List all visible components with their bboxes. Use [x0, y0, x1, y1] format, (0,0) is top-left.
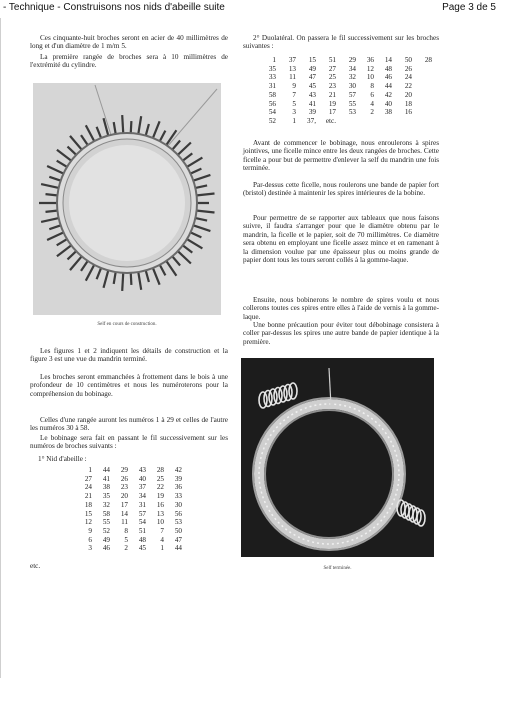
table-cell: 31 — [268, 82, 276, 91]
table-cell: 17 — [328, 108, 336, 117]
table-cell: 52 — [268, 116, 276, 125]
table-cell: 33 — [268, 73, 276, 82]
table-cell: 25 — [156, 474, 164, 483]
table-row — [260, 100, 432, 109]
table-cell: 8 — [124, 526, 128, 535]
table-cell: 18 — [404, 99, 412, 108]
table-cell: 54 — [138, 518, 146, 527]
table-cell: 9 — [88, 526, 92, 535]
table-cell: 22 — [156, 483, 164, 492]
table-cell: 57 — [138, 509, 146, 518]
table-row — [74, 492, 182, 501]
table-cell: 29 — [348, 56, 356, 64]
table-cell: 3 — [88, 544, 92, 553]
table-row — [260, 91, 432, 100]
table-cell: 43 — [308, 90, 316, 99]
duolateral-intro: 2° Duolatéral. On passera le fil successivement sur les broches suivantes : — [243, 34, 439, 51]
honeycomb-winding-table — [74, 466, 182, 553]
table-cell: 51 — [138, 526, 146, 535]
table-row — [260, 117, 432, 126]
table-cell: 27 — [84, 474, 92, 483]
table-cell: 19 — [156, 492, 164, 501]
table-cell: 14 — [384, 56, 392, 64]
table-cell: 21 — [84, 492, 92, 501]
table-cell: 6 — [88, 535, 92, 544]
table-cell: 9 — [292, 82, 296, 91]
table-cell: 20 — [404, 90, 412, 99]
table-cell: 56 — [174, 509, 182, 518]
body-paragraph-5: Avant de commencer le bobinage, nous enroulerons à spires jointives, une ficelle mince entre les deux rangées de broches. Cette ficelle a pour but de permettre d'enlever la self du mandrin une fois terminée. — [243, 139, 439, 173]
table-cell: 44 — [174, 544, 182, 553]
table-cell: 1 — [88, 466, 92, 474]
table-cell: 58 — [268, 90, 276, 99]
table-cell: 37 — [288, 56, 296, 64]
table-cell: etc. — [325, 116, 336, 125]
table-cell: 21 — [328, 90, 336, 99]
table-cell: 40 — [384, 99, 392, 108]
table-cell: 38 — [102, 483, 110, 492]
table-cell: 7 — [292, 90, 296, 99]
duolateral-winding-table — [260, 56, 432, 126]
table-cell: 35 — [268, 64, 276, 73]
table-cell: 20 — [120, 492, 128, 501]
table-cell: 18 — [84, 500, 92, 509]
table-cell: 39 — [308, 108, 316, 117]
table-cell: 10 — [156, 518, 164, 527]
table-heading: 1° Nid d'abeille : — [38, 455, 87, 463]
table-cell: 53 — [348, 108, 356, 117]
table-cell: 49 — [308, 64, 316, 73]
table-row — [260, 108, 432, 117]
table-cell: 55 — [348, 99, 356, 108]
table-cell: 12 — [366, 64, 374, 73]
table-cell: 26 — [120, 474, 128, 483]
table-cell: 45 — [308, 82, 316, 91]
page-number: Page 3 de 5 — [442, 2, 496, 13]
table-cell: 45 — [138, 544, 146, 553]
table-cell — [336, 117, 356, 126]
table-cell: 40 — [138, 474, 146, 483]
body-paragraph-4: Le bobinage sera fait en passant le fil successivement sur les numéros de broches suivants : — [30, 434, 228, 451]
table-cell: 37, — [307, 116, 316, 125]
body-paragraph-3: Celles d'une rangée auront les numéros 1 à 29 et celles de l'autre les numéros 30 à 58. — [30, 416, 228, 433]
finished-coil-photo — [241, 358, 434, 557]
table-row — [260, 82, 432, 91]
body-paragraph-7: Pour permettre de se rapporter aux tableaux que nous faisons suivre, il faudra s'arranger pour que le diamètre obtenu par le mandrin, la ficelle et le papier, soit de 70 millimètres. Ce diamètre sera obtenu en employant une ficelle assez mince et en ramenant à la dimension voulue par une épaisseur plus ou moins grande de papier dont tous les tours seront collés à la gomme-laque. — [243, 214, 439, 265]
table-cell: 41 — [102, 474, 110, 483]
table-cell: 10 — [366, 73, 374, 82]
table-cell — [392, 117, 412, 126]
table-cell: 32 — [348, 73, 356, 82]
table-row — [260, 73, 432, 82]
table-cell: 48 — [384, 64, 392, 73]
table-cell: 43 — [138, 466, 146, 474]
table-cell: 47 — [308, 73, 316, 82]
table-cell — [374, 117, 392, 126]
table-cell: 46 — [102, 544, 110, 553]
table-cell: 24 — [84, 483, 92, 492]
table-cell: 11 — [289, 73, 296, 82]
table-cell: 14 — [120, 509, 128, 518]
table-cell: 42 — [174, 466, 182, 474]
table-cell: 31 — [138, 500, 146, 509]
page-edge-line — [0, 18, 1, 678]
table-cell: 56 — [268, 99, 276, 108]
table-cell — [412, 117, 432, 126]
table-cell — [412, 65, 432, 74]
table-cell: 7 — [160, 526, 164, 535]
table-cell: 23 — [120, 483, 128, 492]
table-cell: 28 — [424, 56, 432, 64]
table-cell: 44 — [384, 82, 392, 91]
table-row — [74, 527, 182, 536]
table-cell — [412, 100, 432, 109]
table-cell: 58 — [102, 509, 110, 518]
table-cell: 15 — [84, 509, 92, 518]
table-cell: 28 — [156, 466, 164, 474]
table-row — [260, 65, 432, 74]
table-cell: 38 — [384, 108, 392, 117]
table-cell — [412, 73, 432, 82]
table-cell: 51 — [328, 56, 336, 64]
table-row — [74, 475, 182, 484]
table-cell: 1 — [160, 544, 164, 553]
photo2-caption: Self terminée. — [323, 566, 352, 571]
table-cell: 16 — [156, 500, 164, 509]
table-cell: 32 — [102, 500, 110, 509]
table-cell: 4 — [370, 99, 374, 108]
etc-text: etc. — [30, 562, 41, 570]
table-cell: 54 — [268, 108, 276, 117]
body-paragraph-2: Les broches seront emmanchées à frottement dans le bois à une profondeur de 10 centimètres et nous les numéroterons pour la compréhension du bobinage. — [30, 373, 228, 398]
coil-construction-photo — [33, 83, 221, 315]
table-row — [74, 544, 182, 553]
table-cell: 3 — [292, 108, 296, 117]
table-cell: 19 — [328, 99, 336, 108]
table-cell: 46 — [384, 73, 392, 82]
table-cell: 2 — [370, 108, 374, 117]
table-cell: 30 — [174, 500, 182, 509]
table-cell: 15 — [308, 56, 316, 64]
body-paragraph-1: Les figures 1 et 2 indiquent les détails de construction et la figure 3 est une vue du mandrin terminé. — [30, 347, 228, 364]
table-cell: 23 — [328, 82, 336, 91]
body-paragraph-9: Une bonne précaution pour éviter tout débobinage consistera à coller par-dessus les spires une autre bande de papier identique à la première. — [243, 321, 439, 346]
table-cell — [412, 91, 432, 100]
table-row — [74, 501, 182, 510]
table-cell: 36 — [174, 483, 182, 492]
table-cell: 57 — [348, 90, 356, 99]
table-row — [74, 518, 182, 527]
table-cell: 5 — [124, 535, 128, 544]
table-cell: 12 — [84, 518, 92, 527]
table-cell: 42 — [384, 90, 392, 99]
table-cell: 44 — [102, 466, 110, 474]
table-cell: 26 — [404, 64, 412, 73]
table-cell: 1 — [272, 56, 276, 64]
table-cell: 5 — [292, 99, 296, 108]
table-cell: 52 — [102, 526, 110, 535]
table-row — [260, 56, 432, 65]
intro-paragraph-2: La première rangée de broches sera à 10 millimètres de l'extrémité du cylindre. — [30, 53, 228, 70]
table-row — [74, 510, 182, 519]
table-cell: 24 — [404, 73, 412, 82]
table-cell: 27 — [328, 64, 336, 73]
table-cell: 50 — [404, 56, 412, 64]
table-cell: 1 — [292, 116, 296, 125]
page-header-title: - Technique - Construisons nos nids d'abeille suite — [3, 2, 225, 13]
table-cell — [356, 117, 374, 126]
table-cell: 13 — [288, 64, 296, 73]
table-cell: 22 — [404, 82, 412, 91]
table-cell: 49 — [102, 535, 110, 544]
table-cell: 39 — [174, 474, 182, 483]
table-cell: 34 — [348, 64, 356, 73]
table-cell: 50 — [174, 526, 182, 535]
table-cell: 47 — [174, 535, 182, 544]
table-cell: 6 — [370, 90, 374, 99]
intro-paragraph-1: Ces cinquante-huit broches seront en acier de 40 millimètres de long et d'un diamètre de 1 m/m 5. — [30, 34, 228, 51]
table-cell: 33 — [174, 492, 182, 501]
table-cell: 41 — [308, 99, 316, 108]
table-cell: 4 — [160, 535, 164, 544]
table-cell — [412, 108, 432, 117]
table-cell: 53 — [174, 518, 182, 527]
table-cell — [412, 82, 432, 91]
table-cell: 8 — [370, 82, 374, 91]
table-cell: 30 — [348, 82, 356, 91]
table-cell: 25 — [328, 73, 336, 82]
table-cell: 29 — [120, 466, 128, 474]
table-cell: 13 — [156, 509, 164, 518]
table-cell: 17 — [120, 500, 128, 509]
table-cell: 55 — [102, 518, 110, 527]
table-cell: 35 — [102, 492, 110, 501]
table-cell: 36 — [366, 56, 374, 64]
table-cell: 37 — [138, 483, 146, 492]
body-paragraph-8: Ensuite, nous bobinerons le nombre de spires voulu et nous collerons toutes ces spires entre elles à l'aide de vernis à la gomme-laque. — [243, 296, 439, 321]
table-cell: 34 — [138, 492, 146, 501]
table-cell: 11 — [121, 518, 128, 527]
photo1-caption: Self en cours de construction. — [97, 322, 157, 327]
table-cell: 16 — [404, 108, 412, 117]
table-cell: 48 — [138, 535, 146, 544]
table-cell: 2 — [124, 544, 128, 553]
table-row — [74, 466, 182, 475]
body-paragraph-6: Par-dessus cette ficelle, nous roulerons une bande de papier fort (bristol) destinée à maintenir les spires intérieures de la bobine. — [243, 181, 439, 198]
table-row — [74, 536, 182, 545]
table-row — [74, 483, 182, 492]
